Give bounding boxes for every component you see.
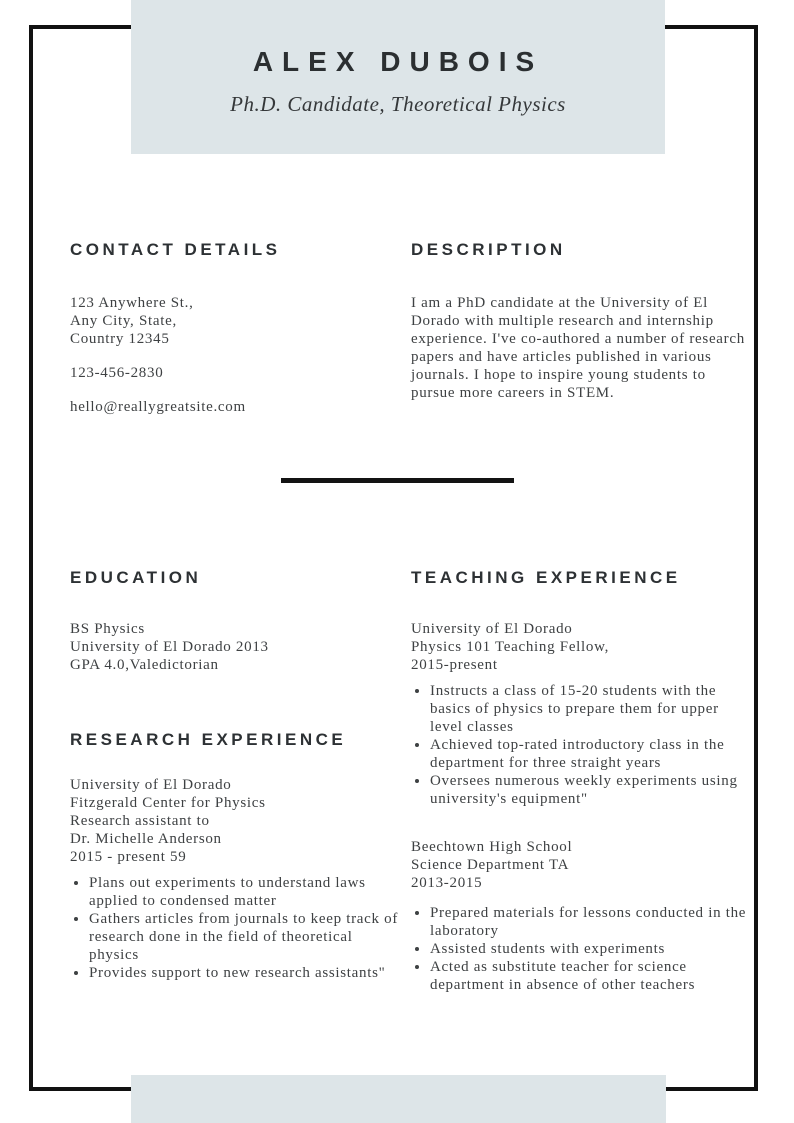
- teaching-bullet: • Prepared materials for lessons conducted in the laboratory: [430, 904, 749, 940]
- address-line: Any City, State,: [70, 313, 177, 329]
- description-paragraph: I am a PhD candidate at the University of El Dorado with multiple research and internship experience. I've co-authored a number of research papers and have articles published in various journals. I hope to inspire young students to pursue more careers in STEM.: [411, 295, 745, 401]
- teaching-bullet: • Oversees numerous weekly experiments using university's equipment": [430, 772, 749, 808]
- teaching-bullet: • Acted as substitute teacher for science department in absence of other teachers: [430, 958, 749, 994]
- education-section: [70, 566, 390, 674]
- description-section: [411, 238, 749, 402]
- teaching-experience-section: [411, 566, 749, 994]
- teaching-role-line: Science Department TA: [411, 857, 570, 873]
- teaching-role-line: Physics 101 Teaching Fellow,: [411, 639, 610, 655]
- education-line: GPA 4.0,Valedictorian: [70, 657, 219, 673]
- research-role-line: Research assistant to: [70, 813, 210, 829]
- address-line: 123 Anywhere St.,: [70, 295, 194, 311]
- person-name: ALEX DUBOIS: [252, 46, 544, 77]
- research-bullet: • Plans out experiments to understand laws applied to condensed matter: [89, 874, 402, 910]
- teaching-org-line: University of El Dorado: [411, 621, 573, 637]
- contact-details-section: [70, 238, 370, 416]
- address-line: Country 12345: [70, 331, 170, 347]
- header-band: [131, 0, 665, 154]
- research-role-line: Dr. Michelle Anderson: [70, 831, 222, 847]
- research-org-line: University of El Dorado: [70, 777, 232, 793]
- research-bullet-list: [70, 874, 402, 982]
- teaching-org-line: Beechtown High School: [411, 839, 573, 855]
- section-divider-rule: [281, 478, 514, 483]
- research-bullet: • Provides support to new research assistants": [89, 964, 402, 982]
- teaching-bullet: • Achieved top-rated introductory class in the department for three straight years: [430, 736, 749, 772]
- person-title: Ph.D. Candidate, Theoretical Physics: [230, 92, 566, 116]
- teaching-bullet: • Instructs a class of 15-20 students with the basics of physics to prepare them for upper level classes: [430, 682, 749, 736]
- email-address: hello@reallygreatsite.com: [70, 399, 246, 415]
- teaching-dates-line: 2013-2015: [411, 875, 483, 891]
- teaching-experience-heading: TEACHING EXPERIENCE: [411, 568, 681, 587]
- teaching-job: [411, 620, 749, 808]
- education-heading: EDUCATION: [70, 568, 202, 587]
- research-bullet: • Gathers articles from journals to keep track of research done in the field of theoretical physics: [89, 910, 402, 964]
- research-experience-section: [70, 728, 402, 982]
- education-line: BS Physics: [70, 621, 145, 637]
- research-experience-heading: RESEARCH EXPERIENCE: [70, 730, 347, 749]
- research-org-line: Fitzgerald Center for Physics: [70, 795, 266, 811]
- teaching-bullet-list: [411, 904, 749, 994]
- phone-number: 123-456-2830: [70, 365, 164, 381]
- education-line: University of El Dorado 2013: [70, 639, 269, 655]
- footer-band: [131, 1075, 666, 1123]
- contact-details-heading: CONTACT DETAILS: [70, 240, 281, 259]
- research-dates-line: 2015 - present 59: [70, 849, 187, 865]
- teaching-job: [411, 838, 749, 994]
- teaching-bullet-list: [411, 682, 749, 808]
- teaching-dates-line: 2015-present: [411, 657, 498, 673]
- description-heading: DESCRIPTION: [411, 240, 566, 259]
- teaching-bullet: • Assisted students with experiments: [430, 940, 749, 958]
